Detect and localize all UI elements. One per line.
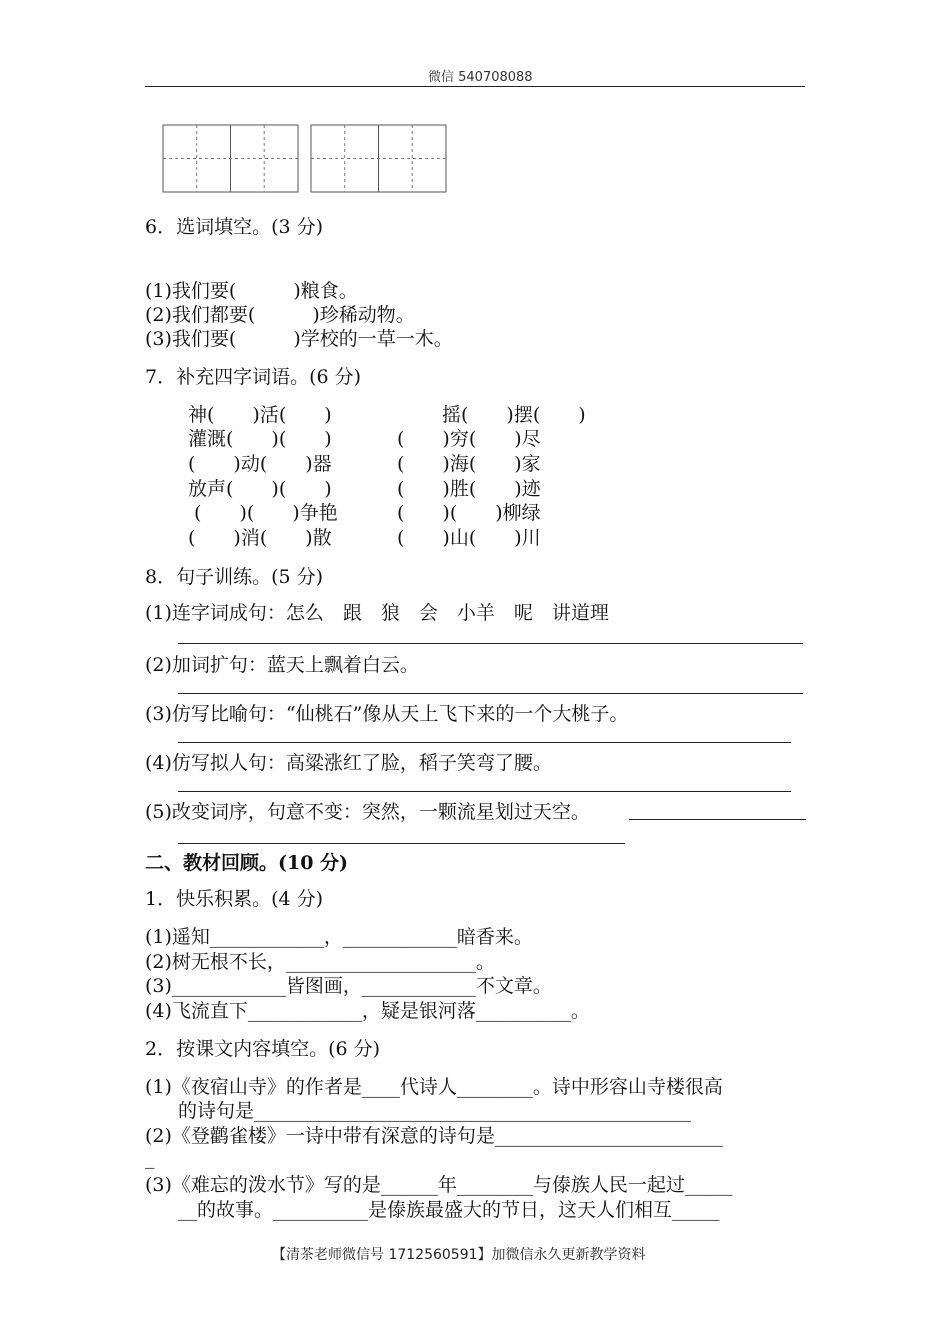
section2-title: 二、教材回顾。(10 分) [145,852,349,874]
q6-line-1: (1)我们要( )粮食。 [145,280,358,302]
s2-q2-line-2: 的诗句是______________________________________________ [178,1100,692,1122]
q8-item-2: (2)加词扩句：蓝天上飘着白云。 [145,654,419,676]
q7-right-2: ( )穷( )尽 [397,428,541,450]
q7-right-3: ( )海( )家 [397,453,541,475]
q7-left-6: ( )消( )散 [188,527,332,549]
q7-left-5: ( )( )争艳 [188,502,338,524]
footer-text: 【清茶老师微信号 1712560591】加微信永久更新教学资料 [272,1247,646,1263]
q8-item-3: (3)仿写比喻句：“仙桃石”像从天上飞下来的一个大桃子。 [145,703,629,725]
q7-right-6: ( )山( )川 [397,527,541,549]
q7-left-1: 神( )活( ) [188,404,332,426]
q8-answer-line-3 [178,742,791,743]
s2-q2-line-4: _ [145,1147,155,1169]
q8-item-4: (4)仿写拟人句：高粱涨红了脸，稻子笑弯了腰。 [145,752,552,774]
s2-q1-title: 1．快乐积累。(4 分) [145,888,324,910]
header-wechat: 微信 540708088 [428,70,533,85]
q6-line-3: (3)我们要( )学校的一草一木。 [145,328,453,350]
s2-q1-line-3: (3)____________皆图画，____________不文章。 [145,975,552,997]
q8-answer-line-2 [178,693,803,694]
q8-answer-line-1 [178,643,803,644]
q8-answer-line-5b [178,843,625,844]
q7-left-4: 放声( )( ) [188,478,332,500]
s2-q2-line-5: (3)《难忘的泼水节》写的是______年________与傣族人民一起过_____ [145,1174,733,1196]
q7-title: 7．补充四字词语。(6 分) [145,366,362,388]
q7-right-5: ( )( )柳绿 [397,502,541,524]
header-rule [145,86,805,87]
s2-q1-line-2: (2)树无根不长，____________________。 [145,951,495,973]
s2-q2-line-6: __的故事。__________是傣族最盛大的节日，这天人们相互_____ [178,1199,720,1221]
s2-q1-line-1: (1)遥知____________，____________暗香来。 [145,926,533,948]
q8-title: 8．句子训练。(5 分) [145,566,324,588]
q8-answer-line-4 [178,791,791,792]
q7-right-1: 摇( )摆( ) [442,404,586,426]
s2-q2-line-3: (2)《登鹳雀楼》一诗中带有深意的诗句是________________________ [145,1125,723,1147]
s2-q2-title: 2．按课文内容填空。(6 分) [145,1038,381,1060]
s2-q1-line-4: (4)飞流直下____________，疑是银河落__________。 [145,1000,590,1022]
q7-right-4: ( )胜( )迹 [397,478,541,500]
q7-left-3: ( )动( )器 [188,453,332,475]
q8-item-1: (1)连字词成句：怎么 跟 狼 会 小羊 呢 讲道理 [145,602,609,624]
q6-title: 6．选词填空。(3 分) [145,216,324,238]
s2-q2-line-1: (1)《夜宿山寺》的作者是____代诗人________。诗中形容山寺楼很高 [145,1076,723,1098]
q8-item-5: (5)改变词序，句意不变：突然，一颗流星划过天空。 [145,801,590,823]
q6-line-2: (2)我们都要( )珍稀动物。 [145,304,415,326]
q7-left-2: 灌溉( )( ) [188,428,332,450]
writing-grid [162,124,452,194]
q8-answer-line-5a [629,819,806,820]
